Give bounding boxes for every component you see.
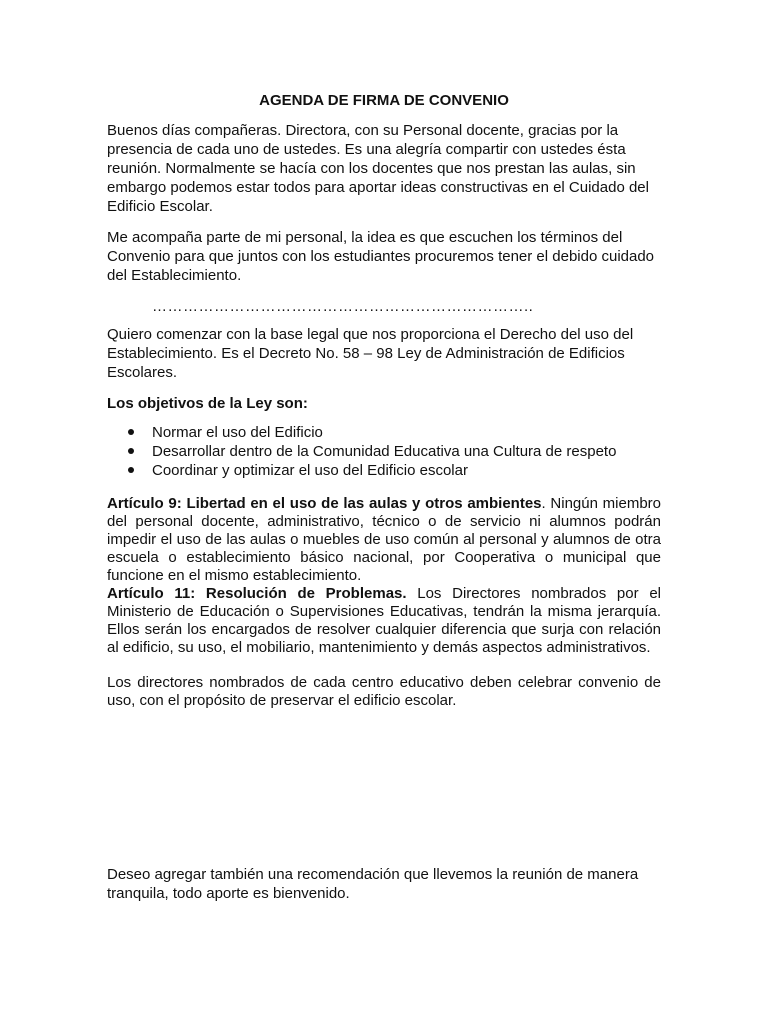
- objective-text: Desarrollar dentro de la Comunidad Educativa una Cultura de respeto: [152, 443, 617, 460]
- article-9-heading: Artículo 9: Libertad en el uso de las aulas y otros ambientes: [107, 495, 542, 512]
- list-item: [107, 442, 616, 461]
- personnel-paragraph: Me acompaña parte de mi personal, la idea es que escuchen los términos del Convenio para que juntos con los estudiantes procuremos tener el debido cuidado del Establecimiento.: [107, 229, 655, 284]
- list-item: [107, 461, 616, 480]
- article-11-heading: Artículo 11: Resolución de Problemas.: [107, 585, 407, 602]
- objective-text: Coordinar y optimizar el uso del Edificio escolar: [152, 462, 468, 479]
- objectives-list: [107, 423, 616, 480]
- list-item: [107, 423, 616, 442]
- objectives-heading: Los objetivos de la Ley son:: [107, 395, 308, 412]
- objective-text: Normar el uso del Edificio: [152, 424, 323, 441]
- document-title: AGENDA DE FIRMA DE CONVENIO: [259, 92, 509, 109]
- article-11-paragraph: [107, 585, 661, 657]
- directors-paragraph: Los directores nombrados de cada centro educativo deben celebrar convenio de uso, con el propósito de preservar el edificio escolar.: [107, 674, 661, 709]
- article-9-paragraph: [107, 495, 661, 585]
- bullet-icon: [128, 448, 134, 454]
- greeting-paragraph: Buenos días compañeras. Directora, con su Personal docente, gracias por la presencia de cada uno de ustedes. Es una alegría compartir con ustedes ésta reunión. Normalmente se hacía con los docentes que nos prestan las aulas, sin embargo podemos estar todos para aportar ideas constructivas en el Cuidado del Edificio Escolar.: [107, 122, 649, 215]
- article-11-text: Los Directores nombrados por el Ministerio de Educación o Supervisiones Educativas, tendrán la misma jerarquía. Ellos serán los encargados de resolver cualquier diferencia que surja con relación al edificio, su uso, el mobiliario, mantenimiento y demás aspectos administrativos.: [107, 585, 661, 656]
- articles-section: [107, 495, 661, 657]
- legal-basis-paragraph: Quiero comenzar con la base legal que nos proporciona el Derecho del uso del Establecimiento. Es el Decreto No. 58 – 98 Ley de Administración de Edificios Escolares.: [107, 326, 634, 381]
- closing-paragraph: Deseo agregar también una recomendación que llevemos la reunión de manera tranquila, todo aporte es bienvenido.: [107, 866, 639, 902]
- article-9-text: . Ningún miembro del personal docente, administrativo, técnico o de servicio ni alumnos podrán impedir el uso de las aulas o muebles de uso común al personal y alumnos de otra escuela o establecimiento básico nacional, por Cooperativa o municipal que funcione en el mismo establecimiento.: [107, 495, 661, 584]
- dotted-separator: ………………………………………………………………..: [152, 298, 534, 315]
- bullet-icon: [128, 467, 134, 473]
- bullet-icon: [128, 429, 134, 435]
